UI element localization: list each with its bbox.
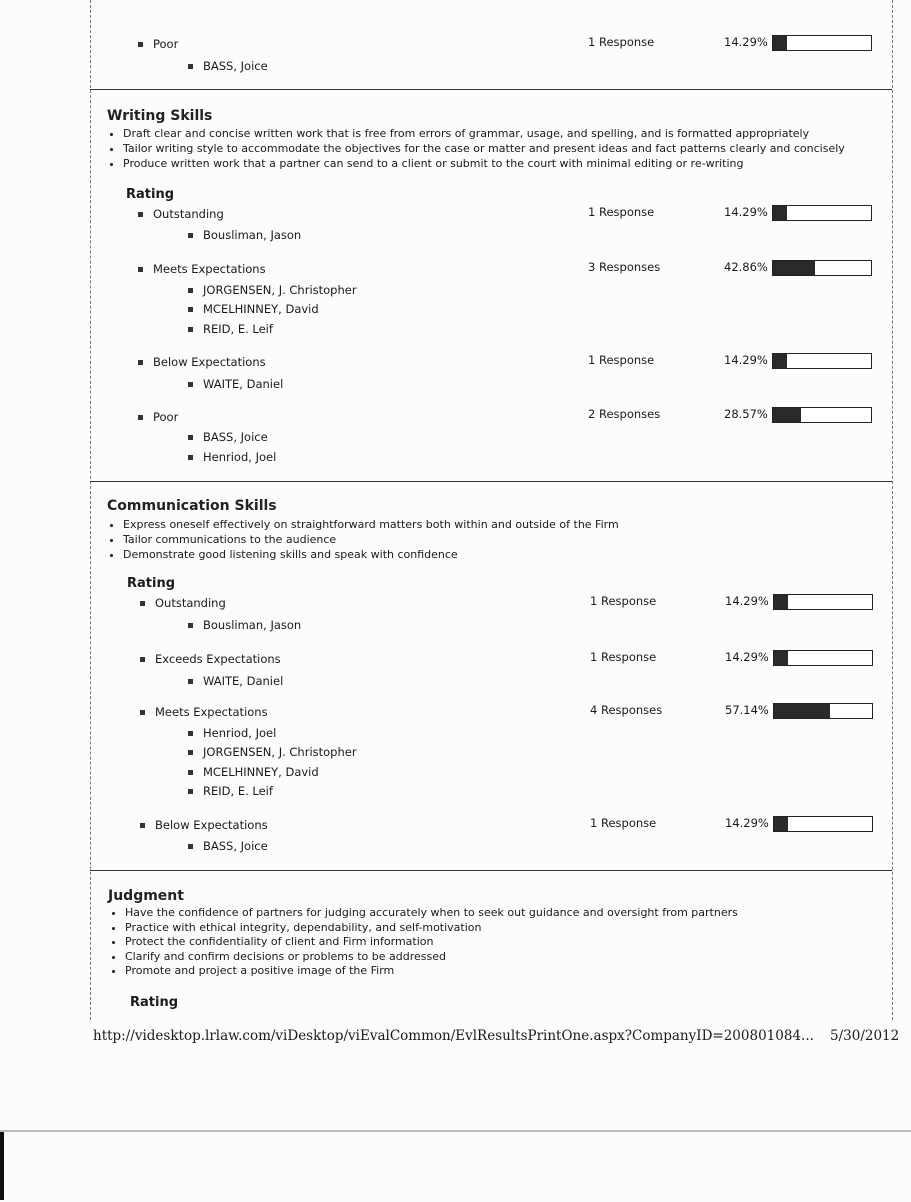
footer-url: http://videsktop.lrlaw.com/viDesktop/viEvalCommon/EvlResultsPrintOne.aspx?CompanyID=200801084...: [93, 1028, 814, 1044]
section-divider: [90, 89, 892, 90]
respondent-name: Henriod, Joel: [188, 726, 276, 740]
percent-bar: [772, 35, 872, 51]
percent-bar-fill: [773, 354, 787, 368]
respondent-name: BASS, Joice: [188, 430, 268, 444]
percent: 28.57%: [724, 407, 768, 421]
response-count: 1 Response: [588, 205, 655, 219]
percent-bar: [772, 407, 872, 423]
scanner-edge: [0, 1132, 4, 1200]
rating-level: Meets Expectations: [138, 262, 266, 276]
percent-bar: [772, 353, 872, 369]
criteria-item: • Tailor writing style to accommodate the objectives for the case or matter and present ideas and fact patterns clearly and concisely: [123, 141, 845, 156]
respondent-name: JORGENSEN, J. Christopher: [188, 283, 357, 297]
criteria-item: • Produce written work that a partner can send to a client or submit to the court with minimal editing or re-writing: [123, 156, 845, 171]
respondent-name: WAITE, Daniel: [188, 674, 283, 688]
frame-right-border: [892, 0, 893, 1020]
criteria-item: • Protect the confidentiality of client and Firm information: [125, 935, 738, 950]
respondent-name: JORGENSEN, J. Christopher: [188, 745, 357, 759]
percent-bar: [773, 703, 873, 719]
response-count: 3 Responses: [588, 260, 661, 274]
criteria-list: [109, 906, 738, 979]
section-title: Judgment: [108, 888, 184, 904]
percent: 14.29%: [725, 816, 769, 830]
criteria-item: • Promote and project a positive image of the Firm: [125, 964, 738, 979]
respondent-name: BASS, Joice: [188, 839, 268, 853]
percent-bar-fill: [774, 651, 788, 665]
percent: 14.29%: [724, 205, 768, 219]
rating-level: Meets Expectations: [140, 705, 268, 719]
footer-date: 5/30/2012: [830, 1028, 900, 1044]
percent-bar: [773, 816, 873, 832]
rating-label: Rating: [126, 187, 175, 202]
section-divider: [90, 870, 892, 871]
frame-left-border: [90, 0, 91, 1020]
percent-bar: [773, 650, 873, 666]
criteria-item: • Demonstrate good listening skills and speak with confidence: [123, 547, 619, 562]
respondent-name: Henriod, Joel: [188, 450, 276, 464]
percent-bar-fill: [773, 261, 815, 275]
section-title: Writing Skills: [107, 108, 213, 124]
response-count: 4 Responses: [590, 703, 663, 717]
rating-level: Below Expectations: [140, 818, 268, 832]
criteria-item: • Have the confidence of partners for judging accurately when to seek out guidance and oversight from partners: [125, 906, 738, 921]
respondent-name: REID, E. Leif: [188, 784, 273, 798]
rating-label: Rating: [130, 995, 179, 1010]
rating-level: Outstanding: [140, 596, 226, 610]
percent-bar: [772, 260, 872, 276]
rating-level: Poor: [138, 37, 178, 51]
percent: 14.29%: [724, 353, 768, 367]
criteria-item: • Clarify and confirm decisions or problems to be addressed: [125, 950, 738, 965]
response-count: 1 Response: [590, 816, 657, 830]
percent-bar-fill: [773, 206, 787, 220]
percent-bar-fill: [774, 817, 788, 831]
respondent-name: WAITE, Daniel: [188, 377, 283, 391]
response-count: 2 Responses: [588, 407, 661, 421]
percent-bar-fill: [774, 595, 788, 609]
percent-bar-fill: [774, 704, 830, 718]
scanner-bottom-margin: [0, 1130, 911, 1202]
percent: 57.14%: [725, 703, 769, 717]
percent-bar-fill: [773, 36, 787, 50]
response-count: 1 Response: [590, 594, 657, 608]
respondent-name: MCELHINNEY, David: [188, 302, 319, 316]
respondent-name: REID, E. Leif: [188, 322, 273, 336]
section-divider: [90, 481, 892, 482]
criteria-item: • Tailor communications to the audience: [123, 532, 619, 547]
rating-level: Exceeds Expectations: [140, 652, 281, 666]
section-title: Communication Skills: [107, 498, 277, 514]
rating-label: Rating: [127, 576, 176, 591]
percent: 14.29%: [725, 650, 769, 664]
rating-level: Below Expectations: [138, 355, 266, 369]
criteria-item: • Practice with ethical integrity, dependability, and self-motivation: [125, 921, 738, 936]
response-count: 1 Response: [590, 650, 657, 664]
criteria-list: [107, 126, 845, 171]
percent: 14.29%: [724, 35, 768, 49]
criteria-item: • Express oneself effectively on straightforward matters both within and outside of the Firm: [123, 517, 619, 532]
criteria-list: [107, 517, 619, 562]
percent: 42.86%: [724, 260, 768, 274]
criteria-item: • Draft clear and concise written work that is free from errors of grammar, usage, and spelling, and is formatted appropriately: [123, 126, 845, 141]
respondent-name: Bousliman, Jason: [188, 228, 301, 242]
respondent-name: MCELHINNEY, David: [188, 765, 319, 779]
rating-level: Poor: [138, 410, 178, 424]
percent-bar: [772, 205, 872, 221]
rating-level: Outstanding: [138, 207, 224, 221]
respondent-name: BASS, Joice: [188, 59, 268, 73]
respondent-name: Bousliman, Jason: [188, 618, 301, 632]
percent-bar: [773, 594, 873, 610]
percent: 14.29%: [725, 594, 769, 608]
response-count: 1 Response: [588, 353, 655, 367]
percent-bar-fill: [773, 408, 801, 422]
response-count: 1 Response: [588, 35, 655, 49]
